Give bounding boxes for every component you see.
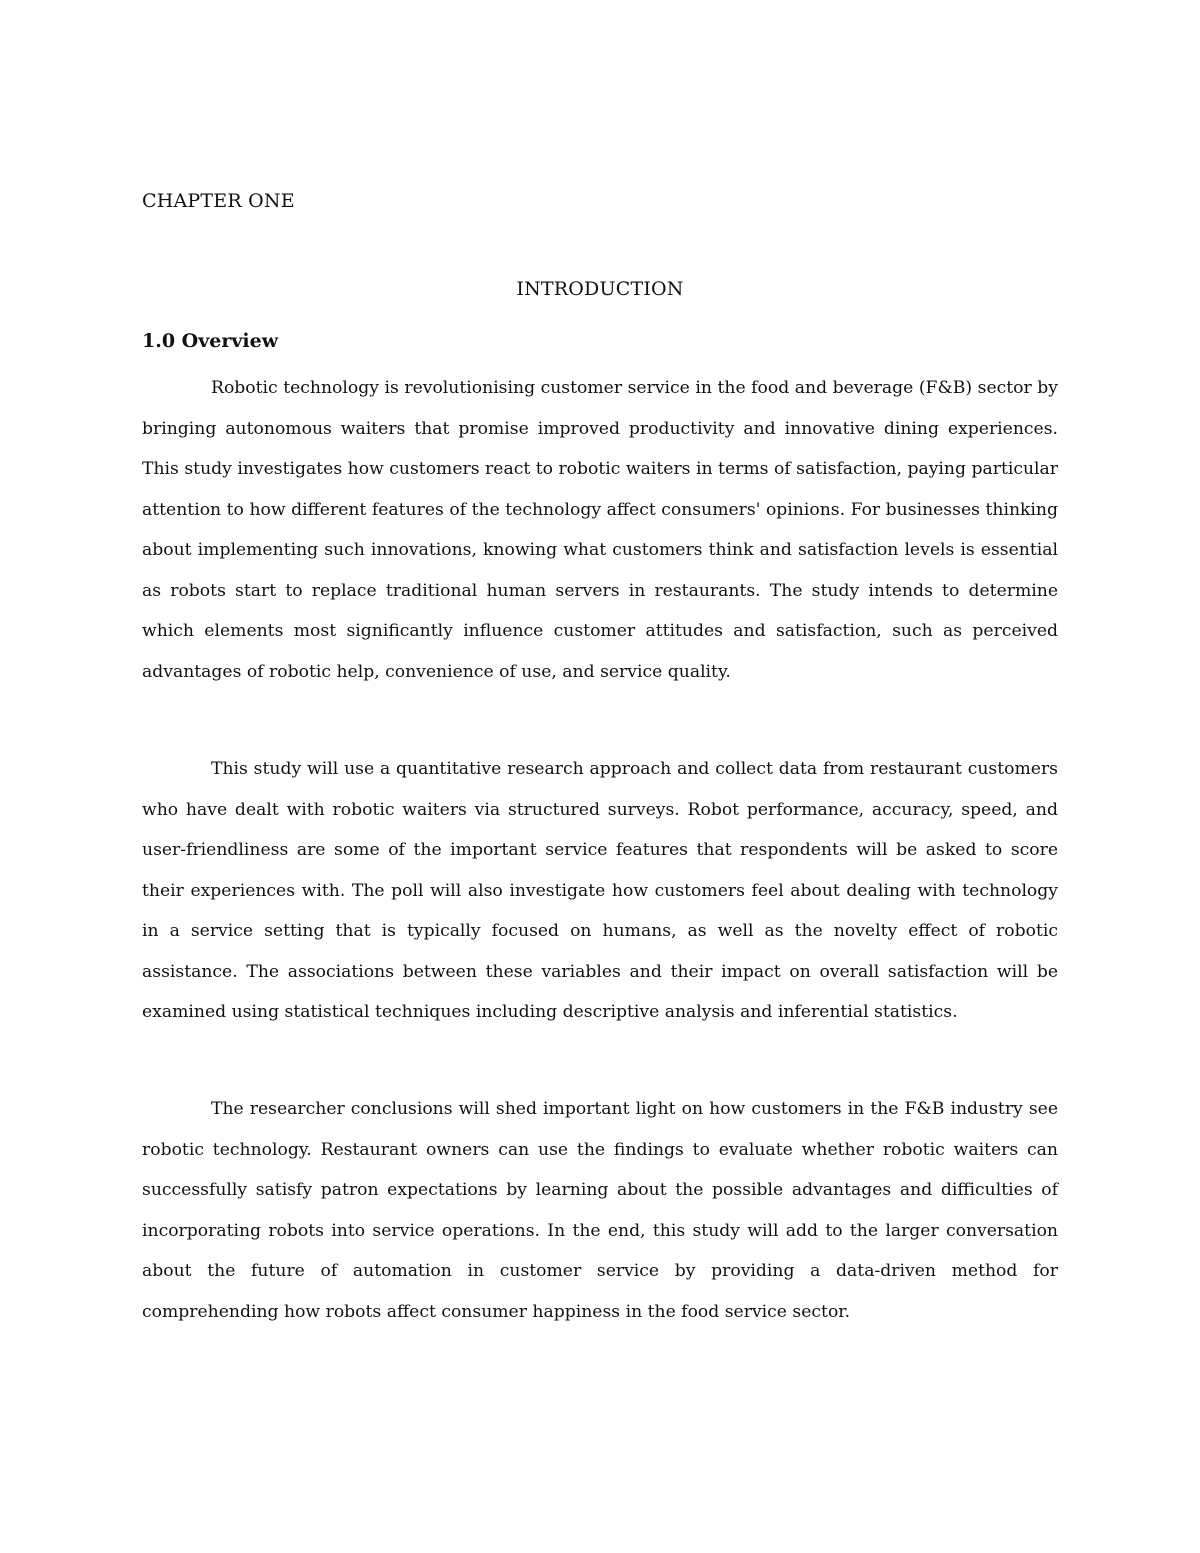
section-heading: 1.0 Overview bbox=[142, 330, 279, 352]
chapter-title: INTRODUCTION bbox=[516, 278, 684, 300]
paragraph-1: Robotic technology is revolutionising customer service in the food and beverage (F&B) sector by bringing autonomous waiters that promise improved productivity and innovative dining experiences. This study investigates how customers react to robotic waiters in terms of satisfaction, paying particular attention to how different features of the technology affect consumers' opinions. For businesses thinking about implementing such innovations, knowing what customers think and satisfaction levels is essential as robots start to replace traditional human servers in restaurants. The study intends to determine which elements most significantly influence customer attitudes and satisfaction, such as perceived advantages of robotic help, convenience of use, and service quality. bbox=[142, 378, 1058, 682]
paragraph-3: The researcher conclusions will shed important light on how customers in the F&B industry see robotic technology. Restaurant owners can use the findings to evaluate whether robotic waiters can successfully satisfy patron expectations by learning about the possible advantages and difficulties of incorporating robots into service operations. In the end, this study will add to the larger conversation about the future of automation in customer service by providing a data-driven method for comprehending how robots affect consumer happiness in the food service sector. bbox=[142, 1099, 1058, 1322]
paragraph-2: This study will use a quantitative research approach and collect data from restaurant customers who have dealt with robotic waiters via structured surveys. Robot performance, accuracy, speed, and user-friendliness are some of the important service features that respondents will be asked to score their experiences with. The poll will also investigate how customers feel about dealing with technology in a service setting that is typically focused on humans, as well as the novelty effect of robotic assistance. The associations between these variables and their impact on overall satisfaction will be examined using statistical techniques including descriptive analysis and inferential statistics. bbox=[142, 759, 1058, 1022]
chapter-label: CHAPTER ONE bbox=[142, 190, 295, 212]
